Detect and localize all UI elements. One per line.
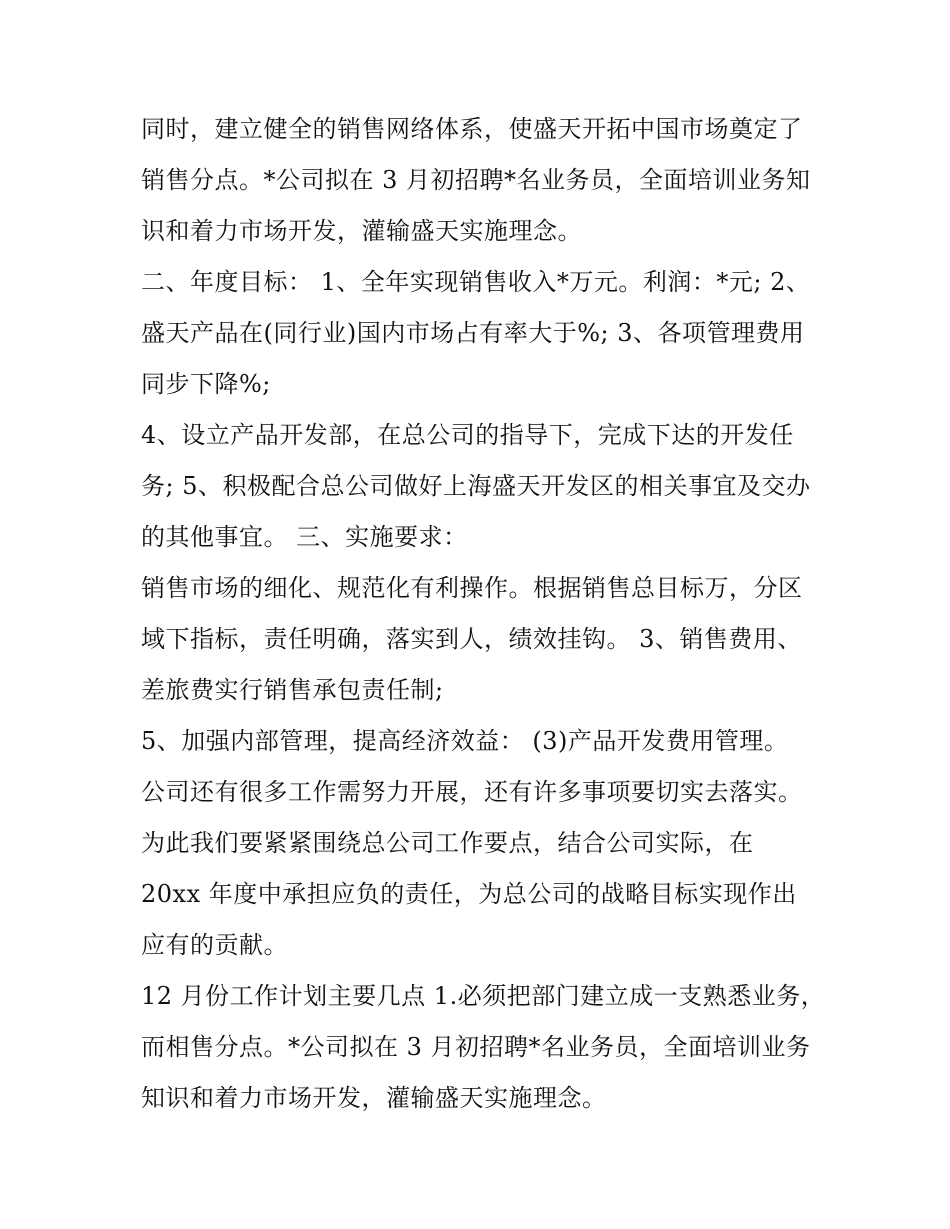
text-line: 二、年度目标： 1、全年实现销售收入*万元。利润：*元; 2、 bbox=[141, 268, 811, 296]
text-line: 同时，建立健全的销售网络体系，使盛天开拓中国市场奠定了 bbox=[141, 115, 803, 143]
text-line: 12 月份工作计划主要几点 1.必须把部门建立成一支熟悉业务， bbox=[141, 982, 826, 1010]
text-line: 识和着力市场开发，灌输盛天实施理念。 bbox=[141, 217, 582, 245]
text-line: 而相售分点。*公司拟在 3 月初招聘*名业务员，全面培训业务 bbox=[141, 1033, 811, 1061]
text-line: 为此我们要紧紧围绕总公司工作要点，结合公司实际，在 bbox=[141, 829, 754, 857]
text-line: 务; 5、积极配合总公司做好上海盛天开发区的相关事宜及交办 bbox=[141, 472, 811, 500]
document-body bbox=[141, 104, 831, 1124]
text-line: 20xx 年度中承担应负的责任，为总公司的战略目标实现作出 bbox=[141, 880, 797, 908]
text-line: 知识和着力市场开发，灌输盛天实施理念。 bbox=[141, 1084, 607, 1112]
text-line: 应有的贡献。 bbox=[141, 931, 288, 959]
text-line: 盛天产品在(同行业)国内市场占有率大于%; 3、各项管理费用 bbox=[141, 319, 805, 347]
text-line: 销售市场的细化、规范化有利操作。根据销售总目标万，分区 bbox=[141, 574, 803, 602]
text-line: 销售分点。*公司拟在 3 月初招聘*名业务员，全面培训业务知 bbox=[141, 166, 811, 194]
text-line: 域下指标，责任明确，落实到人，绩效挂钩。 3、销售费用、 bbox=[141, 625, 802, 653]
text-line: 差旅费实行销售承包责任制; bbox=[141, 676, 444, 704]
text-line: 5、加强内部管理，提高经济效益： (3)产品开发费用管理。 bbox=[141, 727, 789, 755]
text-line: 4、设立产品开发部，在总公司的指导下，完成下达的开发任 bbox=[141, 421, 794, 449]
text-line: 公司还有很多工作需努力开展，还有许多事项要切实去落实。 bbox=[141, 778, 803, 806]
text-line: 的其他事宜。 三、实施要求： bbox=[141, 523, 468, 551]
text-line: 同步下降%; bbox=[141, 370, 271, 398]
